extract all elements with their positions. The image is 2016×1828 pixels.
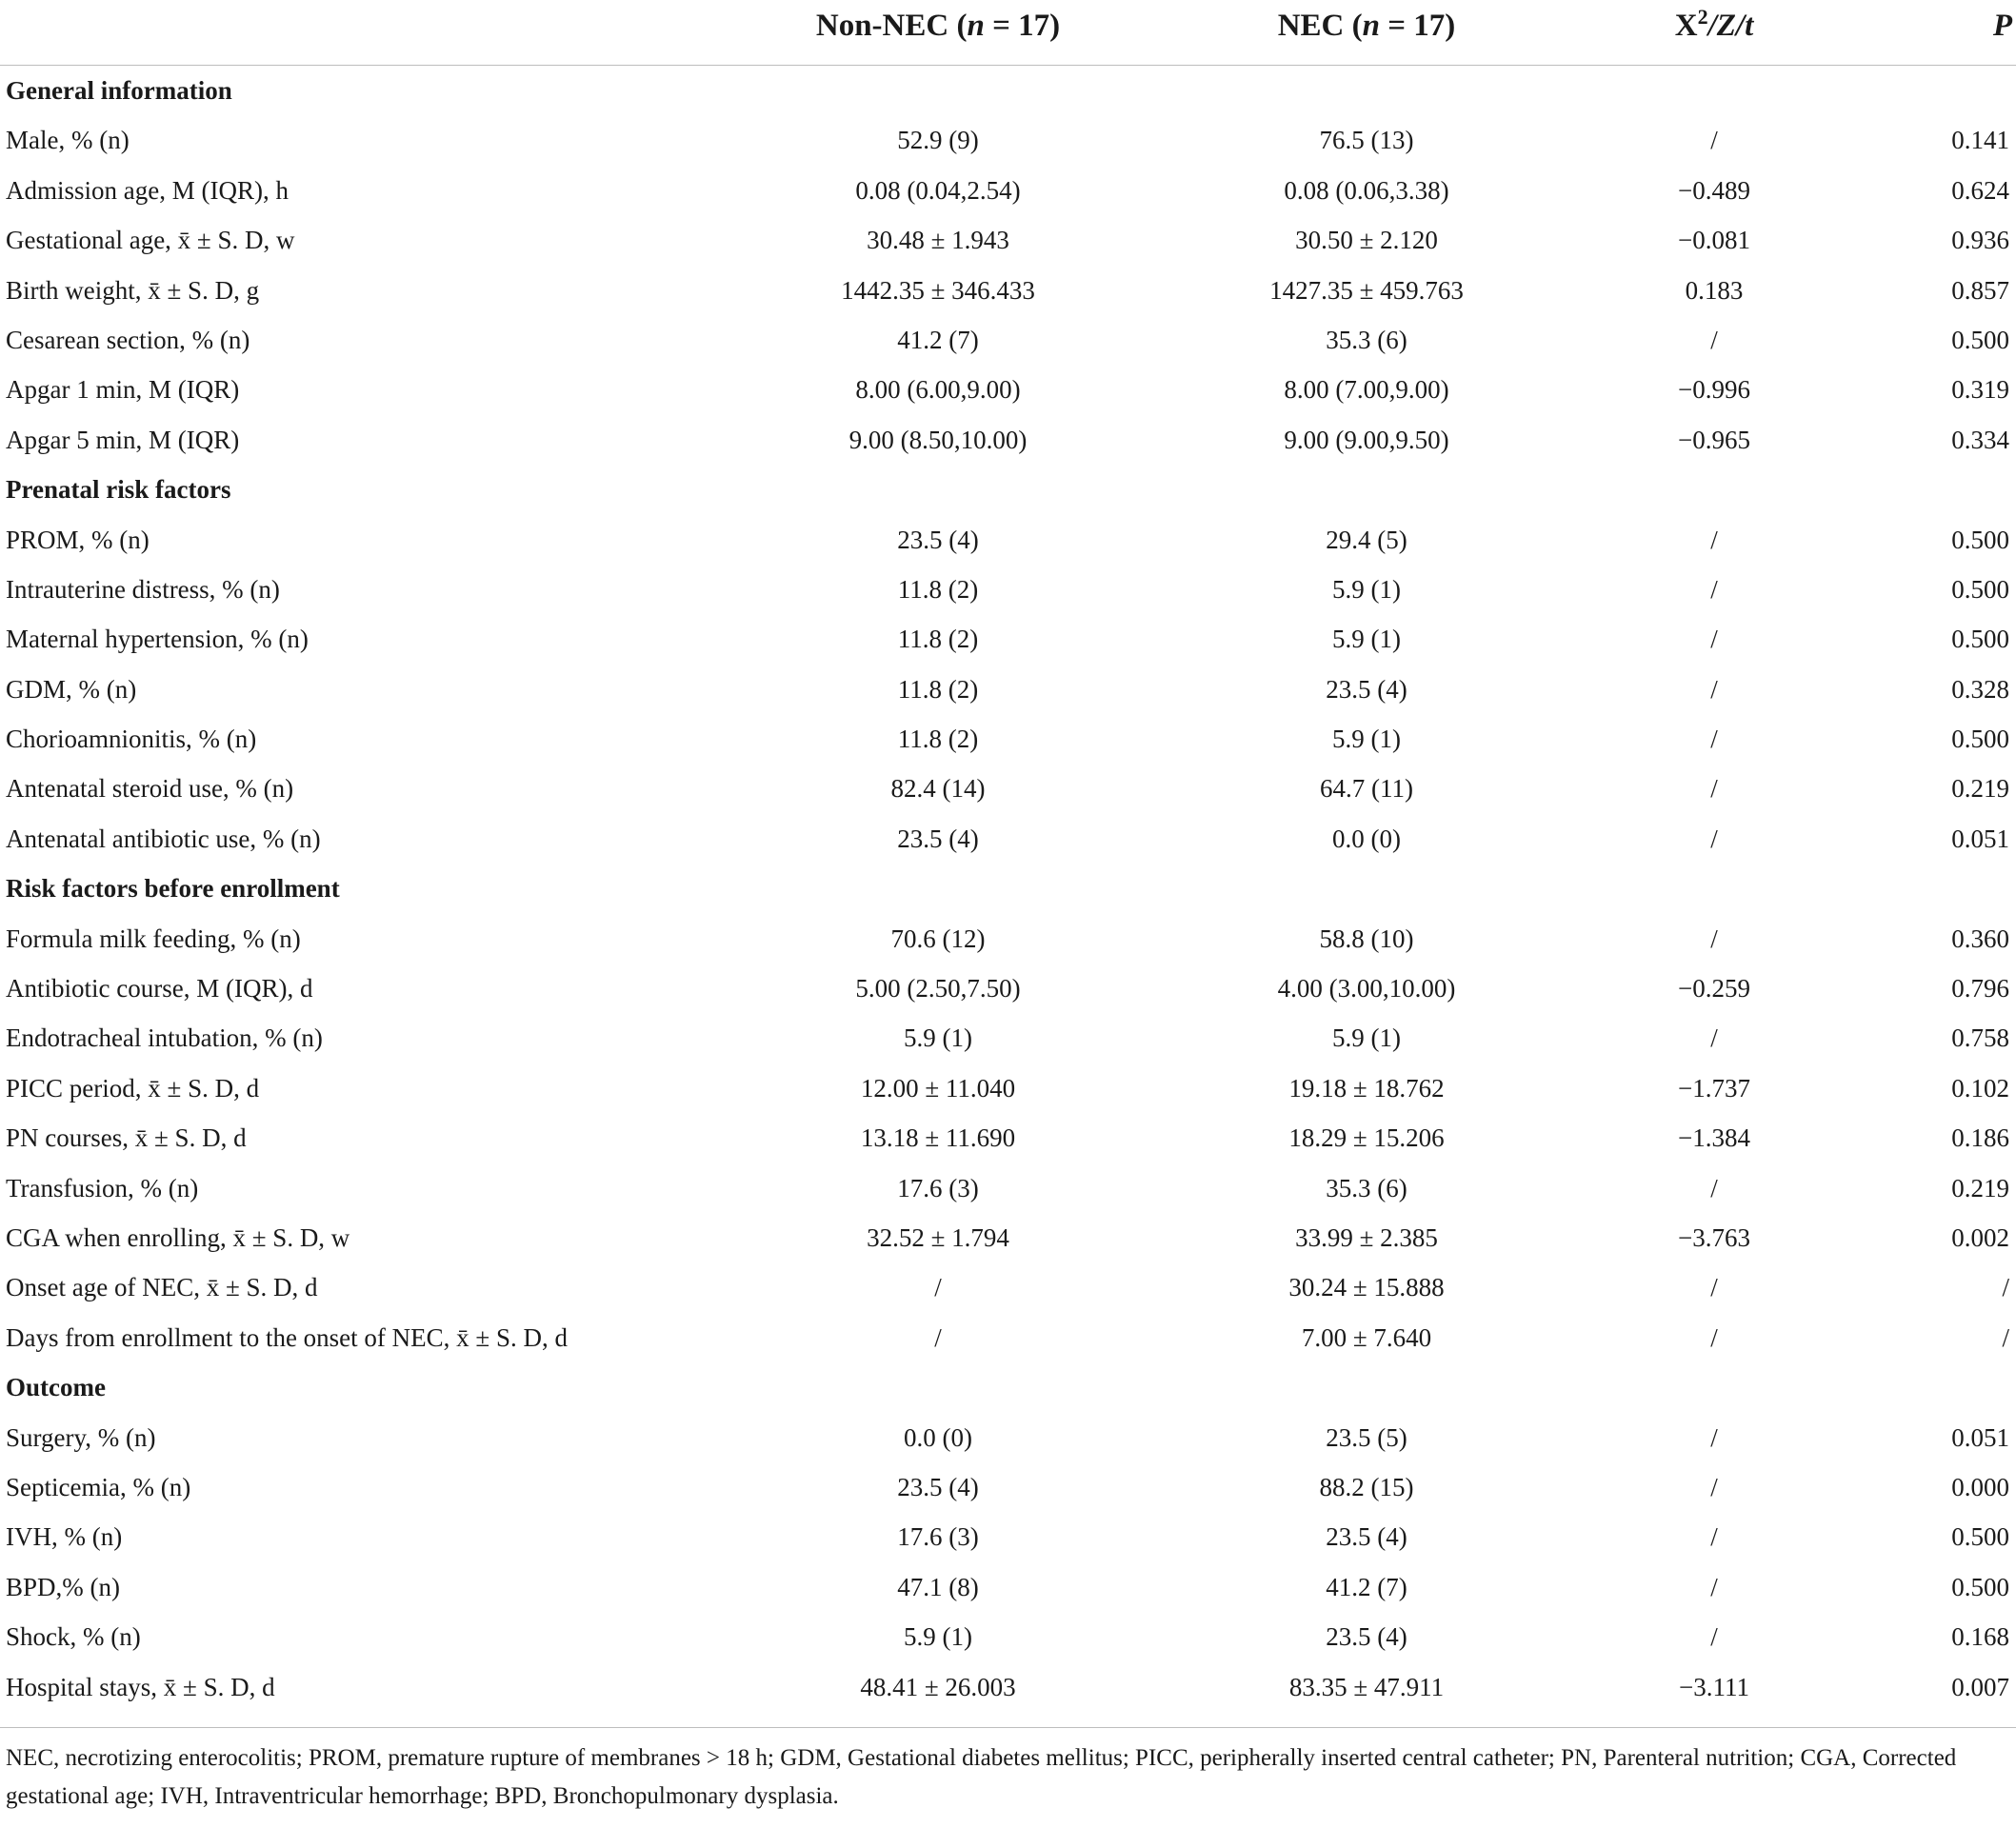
cell-non-nec: / — [934, 1322, 942, 1352]
cell-statistic: / — [1710, 1472, 1718, 1501]
cell-non-nec: 11.8 (2) — [897, 625, 979, 654]
cell-p-value: 0.500 — [1951, 725, 2009, 754]
table-row — [0, 714, 2016, 764]
cell-p-value: 0.168 — [1951, 1622, 2009, 1652]
table-row — [0, 665, 2016, 714]
cell-p-value: 0.500 — [1951, 574, 2009, 604]
cell-statistic: / — [1710, 1572, 1718, 1601]
row-label: PROM, % (n) — [6, 525, 150, 554]
cell-non-nec: 5.9 (1) — [904, 1622, 972, 1652]
cell-nec: 23.5 (4) — [1326, 674, 1407, 704]
cell-p-value: 0.500 — [1951, 1572, 2009, 1601]
cell-p-value: 0.500 — [1951, 325, 2009, 354]
table-row — [0, 1512, 2016, 1561]
table-row — [0, 1562, 2016, 1612]
cell-p-value: 0.796 — [1951, 974, 2009, 1003]
row-label: Apgar 5 min, M (IQR) — [6, 425, 240, 454]
cell-nec: 83.35 ± 47.911 — [1288, 1672, 1445, 1701]
table-row — [0, 415, 2016, 465]
cell-nec: 8.00 (7.00,9.00) — [1284, 375, 1449, 405]
table-row — [0, 814, 2016, 864]
row-label: Maternal hypertension, % (n) — [6, 625, 309, 654]
cell-statistic: −0.996 — [1678, 375, 1750, 405]
cell-nec: 0.0 (0) — [1332, 824, 1401, 853]
cell-p-value: 0.500 — [1951, 525, 2009, 554]
cell-non-nec: 23.5 (4) — [897, 525, 979, 554]
table-row — [0, 1262, 2016, 1312]
cell-p-value: 0.328 — [1951, 674, 2009, 704]
row-label: Chorioamnionitis, % (n) — [6, 725, 257, 754]
cell-statistic: / — [1710, 1622, 1718, 1652]
row-label: Hospital stays, x̄ ± S. D, d — [6, 1672, 275, 1701]
table-row — [0, 115, 2016, 165]
cell-nec: 23.5 (4) — [1326, 1622, 1407, 1652]
cell-non-nec: 0.0 (0) — [904, 1422, 972, 1452]
table-body — [0, 66, 2016, 1712]
cell-statistic: / — [1710, 525, 1718, 554]
cell-non-nec: 23.5 (4) — [897, 824, 979, 853]
cell-statistic: / — [1710, 1023, 1718, 1053]
row-label: Formula milk feeding, % (n) — [6, 924, 301, 953]
cell-statistic: / — [1710, 126, 1718, 155]
table-row — [0, 1462, 2016, 1512]
cell-statistic: −0.081 — [1678, 226, 1750, 255]
row-label: GDM, % (n) — [6, 674, 137, 704]
row-label: Antenatal steroid use, % (n) — [6, 774, 294, 804]
cell-statistic: −0.965 — [1678, 425, 1750, 454]
cell-statistic: / — [1710, 1173, 1718, 1202]
row-label: Apgar 1 min, M (IQR) — [6, 375, 240, 405]
cell-p-value: / — [2002, 1273, 2009, 1302]
row-label: Onset age of NEC, x̄ ± S. D, d — [6, 1273, 318, 1302]
table-row — [0, 1662, 2016, 1712]
cell-statistic: / — [1710, 325, 1718, 354]
table-row — [0, 166, 2016, 215]
cell-non-nec: 0.08 (0.04,2.54) — [855, 175, 1021, 205]
cell-non-nec: 70.6 (12) — [890, 924, 986, 953]
cell-statistic: −1.737 — [1678, 1073, 1750, 1103]
table-row — [0, 365, 2016, 414]
table-row — [0, 914, 2016, 964]
section-row — [0, 465, 2016, 514]
cell-non-nec: 41.2 (7) — [897, 325, 979, 354]
cell-nec: 64.7 (11) — [1320, 774, 1413, 804]
cell-non-nec: 48.41 ± 26.003 — [860, 1672, 1016, 1701]
cell-non-nec: 5.00 (2.50,7.50) — [855, 974, 1021, 1003]
cell-non-nec: 11.8 (2) — [897, 574, 979, 604]
cell-p-value: / — [2002, 1322, 2009, 1352]
cell-nec: 23.5 (4) — [1326, 1522, 1407, 1552]
row-label: IVH, % (n) — [6, 1522, 123, 1552]
row-label: PICC period, x̄ ± S. D, d — [6, 1073, 260, 1103]
cell-statistic: −0.259 — [1678, 974, 1750, 1003]
section-heading: General information — [6, 76, 232, 105]
cell-statistic: / — [1710, 625, 1718, 654]
row-label: Days from enrollment to the onset of NEC, x̄ ± S. D, d — [6, 1322, 568, 1352]
cell-statistic: −1.384 — [1678, 1123, 1750, 1153]
cell-p-value: 0.500 — [1951, 625, 2009, 654]
cell-p-value: 0.051 — [1951, 824, 2009, 853]
table-row — [0, 1612, 2016, 1661]
cell-nec: 88.2 (15) — [1319, 1472, 1414, 1501]
section-heading: Outcome — [6, 1373, 106, 1402]
cell-statistic: / — [1710, 1322, 1718, 1352]
cell-non-nec: 23.5 (4) — [897, 1472, 979, 1501]
cell-nec: 35.3 (6) — [1326, 1173, 1407, 1202]
cell-non-nec: 11.8 (2) — [897, 674, 979, 704]
cell-nec: 5.9 (1) — [1332, 725, 1401, 754]
cell-non-nec: / — [934, 1273, 942, 1302]
cell-nec: 76.5 (13) — [1319, 126, 1414, 155]
cell-non-nec: 8.00 (6.00,9.00) — [855, 375, 1021, 405]
cell-non-nec: 5.9 (1) — [904, 1023, 972, 1053]
table-row — [0, 614, 2016, 664]
table-row — [0, 1313, 2016, 1362]
row-label: Surgery, % (n) — [6, 1422, 156, 1452]
cell-nec: 19.18 ± 18.762 — [1288, 1073, 1445, 1103]
cell-p-value: 0.051 — [1951, 1422, 2009, 1452]
row-label: Birth weight, x̄ ± S. D, g — [6, 275, 260, 305]
cell-nec: 7.00 ± 7.640 — [1301, 1322, 1432, 1352]
cell-nec: 18.29 ± 15.206 — [1288, 1123, 1445, 1153]
cell-non-nec: 32.52 ± 1.794 — [867, 1222, 1009, 1252]
header-statistic: $X^2/Z/t$ — [1674, 5, 1754, 43]
cell-nec: 5.9 (1) — [1332, 1023, 1401, 1053]
cell-statistic: / — [1710, 574, 1718, 604]
row-label: BPD,% (n) — [6, 1572, 120, 1601]
cell-statistic: 0.183 — [1685, 275, 1744, 305]
cell-nec: 33.99 ± 2.385 — [1295, 1222, 1438, 1252]
cell-statistic: −3.111 — [1679, 1672, 1749, 1701]
cell-non-nec: 82.4 (14) — [890, 774, 986, 804]
cell-non-nec: 30.48 ± 1.943 — [867, 226, 1009, 255]
cell-non-nec: 1442.35 ± 346.433 — [841, 275, 1035, 305]
row-label: Cesarean section, % (n) — [6, 325, 250, 354]
cell-non-nec: 47.1 (8) — [897, 1572, 979, 1601]
cell-p-value: 0.360 — [1951, 924, 2009, 953]
cell-statistic: / — [1710, 824, 1718, 853]
table-row — [0, 1063, 2016, 1113]
cell-nec: 0.08 (0.06,3.38) — [1284, 175, 1449, 205]
cell-nec: 58.8 (10) — [1319, 924, 1414, 953]
table-row — [0, 315, 2016, 365]
cell-statistic: −3.763 — [1678, 1222, 1750, 1252]
header-p-value: P — [1992, 9, 2012, 43]
table-row — [0, 515, 2016, 565]
row-label: Intrauterine distress, % (n) — [6, 574, 280, 604]
cell-p-value: 0.334 — [1951, 425, 2009, 454]
row-label: Antenatal antibiotic use, % (n) — [6, 824, 321, 853]
row-label: Septicemia, % (n) — [6, 1472, 191, 1501]
cell-nec: 5.9 (1) — [1332, 574, 1401, 604]
section-row — [0, 1362, 2016, 1412]
cell-statistic: / — [1710, 774, 1718, 804]
row-label: Shock, % (n) — [6, 1622, 141, 1652]
cell-p-value: 0.857 — [1951, 275, 2009, 305]
cell-non-nec: 52.9 (9) — [897, 126, 979, 155]
cell-nec: 4.00 (3.00,10.00) — [1277, 974, 1456, 1003]
cell-statistic: / — [1710, 674, 1718, 704]
cell-statistic: / — [1710, 725, 1718, 754]
cell-p-value: 0.186 — [1951, 1123, 2009, 1153]
cell-p-value: 0.000 — [1951, 1472, 2009, 1501]
cell-p-value: 0.219 — [1951, 1173, 2009, 1202]
cell-statistic: −0.489 — [1678, 175, 1750, 205]
header-non-nec: Non-NEC (n = 17) — [815, 9, 1061, 43]
cell-non-nec: 12.00 ± 11.040 — [860, 1073, 1016, 1103]
cell-statistic: / — [1710, 1273, 1718, 1302]
cell-nec: 35.3 (6) — [1326, 325, 1407, 354]
row-label: CGA when enrolling, x̄ ± S. D, w — [6, 1222, 350, 1252]
row-label: Admission age, M (IQR), h — [6, 175, 289, 205]
row-label: Transfusion, % (n) — [6, 1173, 199, 1202]
cell-p-value: 0.102 — [1951, 1073, 2009, 1103]
section-row — [0, 66, 2016, 115]
cell-non-nec: 17.6 (3) — [897, 1522, 979, 1552]
row-label: PN courses, x̄ ± S. D, d — [6, 1123, 247, 1153]
cell-statistic: / — [1710, 924, 1718, 953]
cell-p-value: 0.624 — [1951, 175, 2009, 205]
table-row — [0, 1013, 2016, 1063]
table-row — [0, 565, 2016, 614]
table-header — [0, 0, 2016, 66]
row-label: Male, % (n) — [6, 126, 130, 155]
row-label: Gestational age, x̄ ± S. D, w — [6, 226, 295, 255]
table-row — [0, 1413, 2016, 1462]
cell-nec: 23.5 (5) — [1326, 1422, 1407, 1452]
cell-p-value: 0.500 — [1951, 1522, 2009, 1552]
cell-p-value: 0.758 — [1951, 1023, 2009, 1053]
cell-p-value: 0.319 — [1951, 375, 2009, 405]
cell-nec: 9.00 (9.00,9.50) — [1284, 425, 1449, 454]
table-row — [0, 1113, 2016, 1162]
header-nec: NEC (n = 17) — [1277, 9, 1456, 43]
cell-nec: 29.4 (5) — [1326, 525, 1407, 554]
cell-nec: 41.2 (7) — [1326, 1572, 1407, 1601]
cell-non-nec: 9.00 (8.50,10.00) — [848, 425, 1028, 454]
cell-p-value: 0.002 — [1951, 1222, 2009, 1252]
table-row — [0, 764, 2016, 813]
cell-p-value: 0.936 — [1951, 226, 2009, 255]
section-heading: Prenatal risk factors — [6, 475, 231, 505]
cell-statistic: / — [1710, 1422, 1718, 1452]
table-row — [0, 964, 2016, 1013]
cell-non-nec: 11.8 (2) — [897, 725, 979, 754]
cell-p-value: 0.007 — [1951, 1672, 2009, 1701]
section-heading: Risk factors before enrollment — [6, 874, 340, 904]
table-row — [0, 1163, 2016, 1213]
cell-p-value: 0.219 — [1951, 774, 2009, 804]
cell-non-nec: 13.18 ± 11.690 — [860, 1123, 1016, 1153]
row-label: Endotracheal intubation, % (n) — [6, 1023, 323, 1053]
table-row — [0, 1213, 2016, 1262]
table-row — [0, 215, 2016, 265]
cell-p-value: 0.141 — [1951, 126, 2009, 155]
section-row — [0, 864, 2016, 913]
cell-statistic: / — [1710, 1522, 1718, 1552]
cell-nec: 1427.35 ± 459.763 — [1269, 275, 1464, 305]
table-footnote: NEC, necrotizing enterocolitis; PROM, premature rupture of membranes > 18 h; GDM, Gestational diabetes mellitus; PICC, peripherally inserted central catheter; PN, Parenteral nutrition; CGA, Corrected gestational age; IVH, Intraventricular hemorrhage; BPD, Bronchopulmonary dysplasia. — [6, 1744, 1957, 1809]
row-label: Antibiotic course, M (IQR), d — [6, 974, 313, 1003]
cell-non-nec: 17.6 (3) — [897, 1173, 979, 1202]
cell-nec: 30.24 ± 15.888 — [1288, 1273, 1445, 1302]
table-row — [0, 266, 2016, 315]
cell-nec: 5.9 (1) — [1332, 625, 1401, 654]
cell-nec: 30.50 ± 2.120 — [1295, 226, 1438, 255]
